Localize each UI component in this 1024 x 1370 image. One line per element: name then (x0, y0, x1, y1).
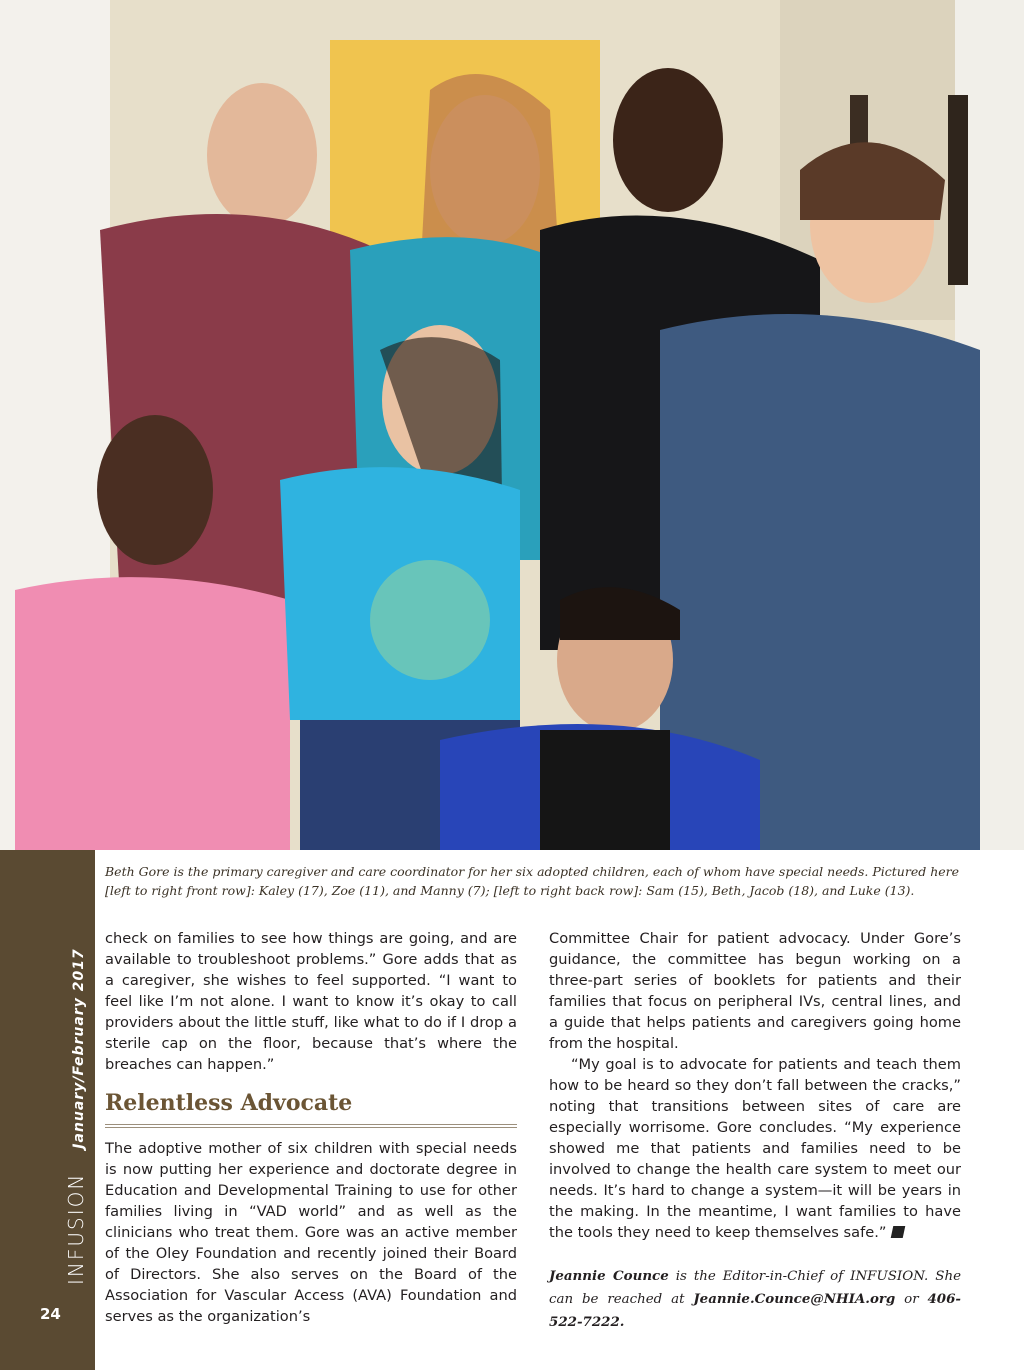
right-paragraph-2-text: “My goal is to advocate for patients and teach them how to be heard so they don’t fall between the cracks,” noting that transitions between sites of care are especially worrisome. Gore concludes. “My experience showed me that patients and families need to be involved to change the health care system to meet our needs. It’s hard to change a system—it will be years in the making. In the meantime, I want families to have the tools they need to keep themselves safe.” (549, 1056, 961, 1241)
photo-caption: Beth Gore is the primary caregiver and care coordinator for her six adopted children, each of whom have special needs. Pictured here [left to right front row]: Kaley (17), Zoe (11), and Manny (7); [left to right back row]: Sam (15), Beth, Jacob (18), and Luke (13). (105, 864, 960, 898)
heading-rule (105, 1124, 517, 1128)
section-heading: Relentless Advocate (105, 1090, 353, 1116)
left-paragraph-1: check on families to see how things are going, and are available to troubleshoot problems.” Gore adds that as a caregiver, she wishes to feel supported. “I want to feel like I’m not alone. I want to know it’s okay to call providers about the little stuff, like what to do if I drop a sterile cap on the floor, because that’s where the breaches can happen.” (105, 930, 517, 1073)
author-byline (549, 1265, 961, 1334)
right-column (549, 928, 961, 1334)
author-name: Jeannie Counce (549, 1268, 669, 1284)
page-number: 24 (40, 1305, 61, 1323)
masthead-vertical (64, 948, 88, 1285)
author-phone: 406-522-7222. (549, 1291, 961, 1330)
right-paragraph-1: Committee Chair for patient advocacy. Under Gore’s guidance, the committee has begun working on a three-part series of booklets for patients and their families that focus on peripheral IVs, central lines, and a guide that helps patients and caregivers going home from the hospital. (549, 930, 961, 1052)
end-mark-icon (891, 1226, 906, 1238)
publication-name: INFUSION (64, 1172, 88, 1285)
author-email-link[interactable]: Jeannie.Counce@NHIA.org (693, 1291, 896, 1307)
issue-date: January/February 2017 (71, 948, 87, 1149)
right-paragraph-2 (549, 1054, 961, 1243)
left-paragraph-2: The adoptive mother of six children with special needs is now putting her experience and doctorate degree in Education and Developmental Training to use for other families living in “VAD world” and as well as the clinicians who treat them. Gore was an active member of the Oley Foundation and recently joined their Board of Directors. She also serves on the Board of the Association for Vascular Access (AVA) Foundation and serves as the organization’s (105, 1140, 517, 1325)
byline-text-2: or (895, 1292, 928, 1307)
byline-text-1: is the Editor-in-Chief of INFUSION. She can be reached at (549, 1269, 961, 1307)
left-column (105, 928, 517, 1327)
